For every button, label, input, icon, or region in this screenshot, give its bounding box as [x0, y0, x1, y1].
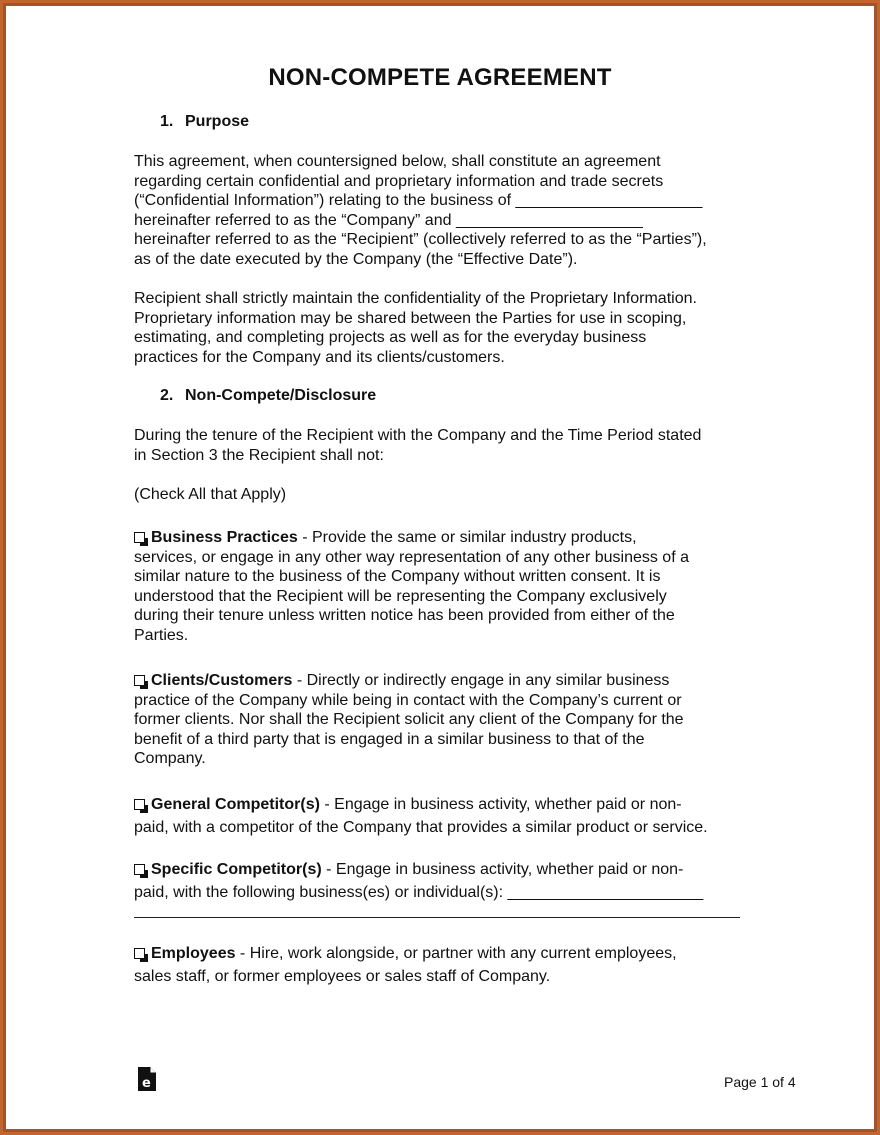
section-title: Purpose	[185, 113, 250, 130]
option-general-competitors	[134, 795, 754, 837]
text-line: hereinafter referred to as the “Company” and _____________________	[134, 211, 643, 229]
text-line: Parties.	[134, 626, 189, 644]
text-line: Recipient shall strictly maintain the confidentiality of the Proprietary Information.	[134, 290, 697, 307]
purpose-paragraph-2	[134, 289, 754, 367]
document-title: NON-COMPETE AGREEMENT	[268, 64, 612, 91]
check-instruction: (Check All that Apply)	[134, 486, 287, 503]
text-line: practice of the Company while being in contact with the Company’s current or	[134, 691, 682, 709]
text-line: in Section 3 the Recipient shall not:	[134, 446, 384, 464]
section-title: Non-Compete/Disclosure	[185, 387, 377, 404]
option-first-line: - Directly or indirectly engage in any similar business	[292, 672, 670, 689]
text-line: paid, with the following business(es) or individual(s): ______________________	[134, 883, 704, 901]
option-first-line: - Engage in business activity, whether paid or non-	[321, 861, 684, 878]
text-line: during their tenure unless written notice has been provided from either of the	[134, 607, 675, 625]
text-line: services, or engage in any other way representation of any other business of a	[134, 548, 689, 566]
option-label: Clients/Customers	[151, 672, 293, 689]
section-heading-noncompete	[160, 387, 376, 405]
section-number: 2.	[160, 387, 174, 404]
option-clients-customers	[134, 671, 754, 769]
noncompete-intro	[134, 426, 754, 465]
purpose-paragraph-1	[134, 152, 754, 270]
text-line: estimating, and completing projects as well as for the everyday business	[134, 329, 647, 347]
text-line: paid, with a competitor of the Company that provides a similar product or service.	[134, 818, 708, 836]
checkbox-icon[interactable]	[134, 532, 145, 543]
option-label: General Competitor(s)	[151, 796, 320, 813]
option-business-practices	[134, 528, 754, 646]
text-line: (“Confidential Information”) relating to the business of _____________________	[134, 192, 703, 210]
section-heading-purpose	[160, 113, 249, 131]
section-number: 1.	[160, 113, 174, 130]
option-employees	[134, 944, 754, 986]
option-label: Specific Competitor(s)	[151, 861, 322, 878]
checkbox-icon[interactable]	[134, 799, 145, 810]
text-line: practices for the Company and its clients/customers.	[134, 348, 505, 366]
text-line: During the tenure of the Recipient with the Company and the Time Period stated	[134, 427, 702, 444]
checkbox-icon[interactable]	[134, 948, 145, 959]
svg-text:e: e	[142, 1076, 151, 1091]
text-line: hereinafter referred to as the “Recipient” (collectively referred to as the “Parties”),	[134, 231, 707, 249]
text-line: former clients. Nor shall the Recipient solicit any client of the Company for the	[134, 711, 684, 729]
text-line: sales staff, or former employees or sales staff of Company.	[134, 967, 551, 985]
option-first-line: - Hire, work alongside, or partner with any current employees,	[235, 945, 677, 962]
option-first-line: - Provide the same or similar industry products,	[297, 529, 637, 546]
text-line: understood that the Recipient will be representing the Company exclusively	[134, 587, 667, 605]
eforms-logo-icon	[137, 1066, 157, 1092]
fill-in-blank-line[interactable]	[134, 917, 740, 918]
checkbox-icon[interactable]	[134, 864, 145, 875]
option-label: Business Practices	[151, 529, 298, 546]
option-specific-competitors	[134, 860, 754, 902]
page-number: Page 1 of 4	[724, 1074, 796, 1090]
option-label: Employees	[151, 945, 236, 962]
checkbox-icon[interactable]	[134, 675, 145, 686]
text-line: as of the date executed by the Company (the “Effective Date”).	[134, 250, 578, 268]
text-line: benefit of a third party that is engaged in a similar business to that of the	[134, 730, 645, 748]
option-first-line: - Engage in business activity, whether paid or non-	[319, 796, 682, 813]
text-line: regarding certain confidential and proprietary information and trade secrets	[134, 172, 664, 190]
text-line: This agreement, when countersigned below, shall constitute an agreement	[134, 153, 661, 170]
text-line: Company.	[134, 750, 206, 768]
text-line: similar nature to the business of the Company without written consent. It is	[134, 568, 661, 586]
text-line: Proprietary information may be shared between the Parties for use in scoping,	[134, 309, 687, 327]
